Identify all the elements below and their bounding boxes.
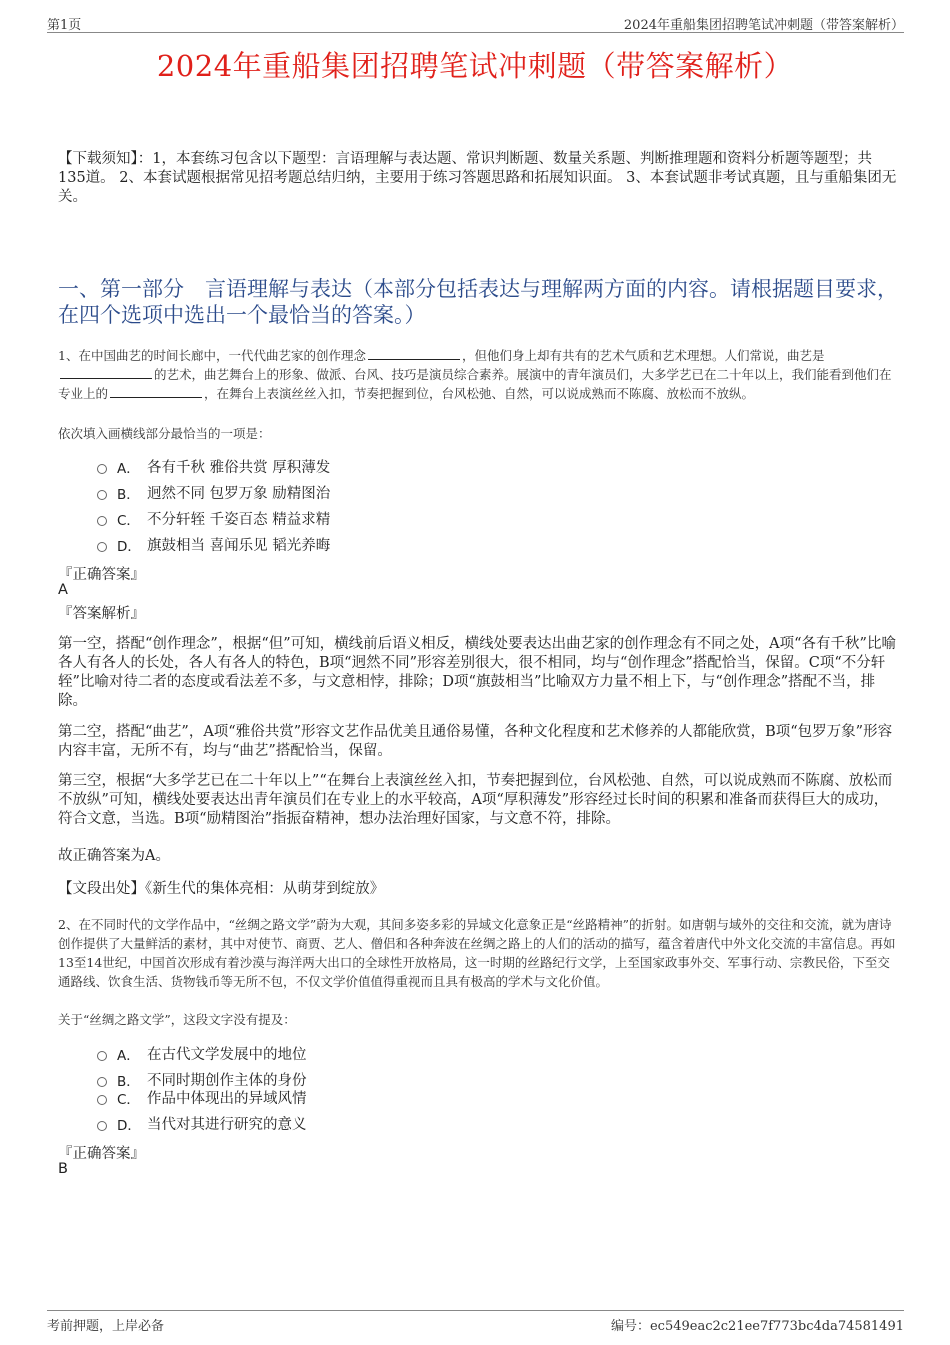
analysis-paragraph-1: 第一空，搭配“创作理念”，根据“但”可知，横线前后语义相反，横线处要表达出曲艺家的创作理念有不同之处，A项“各有千秋”比喻各人有各人的长处，各人有各人的特色，B项“迥然不同”形容差别很大，很不相同，均与“创作理念”搭配恰当，保留。C项“不分轩轾”比喻对待二者的态度或看法差不多，与文意相悖，排除；D项“旗鼓相当”比喻双方力量不相上下，与“创作理念”搭配不当，排除。 (58, 636, 896, 709)
question-2-text: 2、在不同时代的文学作品中，“丝绸之路文学”蔚为大观，其间多姿多彩的异域文化意象正是“丝路精神”的折射。如唐朝与域外的交往和交流，就为唐诗创作提供了大量鲜活的素材，其中对使节、商贾、艺人、僧侣和各种奔波在丝绸之路上的人们的活动的描写，蕴含着唐代中外文化交流的丰富信息。再如13至14世纪，中国首次形成有着沙漠与海洋两大出口的全球性开放格局，这一时期的丝路纪行文学，上至国家政事外交、军事行动、宗教民俗，下至交通路线、饮食生活、货物钱币等无所不包，不仅文学价值值得重视而且具有极高的学术与文化价值。 (58, 917, 896, 989)
analysis-paragraph-3: 第三空，根据“大多学艺已在二十年以上”“在舞台上表演丝丝入扣，节奏把握到位，台风松弛、自然，可以说成熟而不陈腐、放松而不放纵”可知，横线处要表达出青年演员们在专业上的水平较高，A项“厚积薄发”形容经过长时间的积累和准备而获得巨大的成功，符合文意，当选。B项“励精图治”指振奋精神，想办法治理好国家，与文意不符，排除。 (58, 773, 893, 827)
download-notice: 【下载须知】：1，本套练习包含以下题型：言语理解与表达题、常识判断题、数量关系题、判断推理题和资料分析题等题型；共135道。 2、本套试题根据常见招考题总结归纳，主要用于练习答题思路和拓展知识面。 3、本套试题非考试真题，且与重船集团无关。 (58, 151, 897, 205)
radio-icon[interactable] (97, 542, 107, 552)
footer-slogan: 考前押题，上岸必备 (47, 1319, 165, 1334)
document-title: 2024年重船集团招聘笔试冲刺题（带答案解析） (156, 49, 794, 83)
option-letter: D． (117, 1117, 141, 1134)
radio-icon[interactable] (97, 1051, 107, 1061)
option-text: 不同时期创作主体的身份 (147, 1073, 307, 1089)
option-b[interactable] (97, 482, 330, 503)
option-letter: A． (117, 1047, 140, 1064)
analysis-label: 『答案解析』 (58, 606, 145, 622)
option-text: 各有千秋 雅俗共赏 厚积薄发 (147, 460, 331, 476)
question-1-text (58, 346, 900, 403)
question-1-part-a: 1、在中国曲艺的时间长廊中，一代代曲艺家的创作理念 (58, 348, 366, 363)
option-letter: B． (117, 1073, 140, 1090)
blank-2 (60, 366, 152, 379)
option-text: 当代对其进行研究的意义 (147, 1117, 307, 1133)
question-1-part-d: ，在舞台上表演丝丝入扣，节奏把握到位，台风松弛、自然，可以说成熟而不陈腐、放松而不放纵。 (204, 386, 755, 401)
question-1-prompt: 依次填入画横线部分最恰当的一项是： (58, 426, 271, 441)
page-number: 第1页 (47, 18, 82, 33)
page-header (47, 14, 904, 33)
option-letter: B． (117, 486, 140, 503)
option-letter: C． (117, 512, 140, 529)
footer-doc-id: 编号：ec549eac2c21ee7f773bc4da74581491 (610, 1319, 904, 1334)
analysis-conclusion: 故正确答案为A。 (58, 848, 170, 864)
source-note: 【文段出处】《新生代的集体亮相：从萌芽到绽放》 (58, 881, 385, 897)
option-d[interactable] (97, 534, 330, 555)
radio-icon[interactable] (97, 1095, 107, 1105)
blank-3 (110, 385, 202, 398)
option-c[interactable] (97, 508, 330, 529)
option-text: 在古代文学发展中的地位 (147, 1047, 307, 1063)
option-text: 不分轩轾 千姿百态 精益求精 (147, 512, 331, 528)
analysis-paragraph-2: 第二空，搭配“曲艺”，A项“雅俗共赏”形容文艺作品优美且通俗易懂，各种文化程度和艺术修养的人都能欣赏，B项“包罗万象”形容内容丰富，无所不有，均与“曲艺”搭配恰当，保留。 (58, 724, 893, 759)
option-letter: C． (117, 1091, 140, 1108)
option-text: 迥然不同 包罗万象 励精图治 (147, 486, 331, 502)
option-d[interactable] (97, 1113, 307, 1134)
option-c[interactable] (97, 1087, 307, 1108)
page-footer (47, 1310, 904, 1333)
answer-value: B (58, 1161, 68, 1177)
answer-label: 『正确答案』 (58, 1146, 145, 1162)
header-doc-title: 2024年重船集团招聘笔试冲刺题（带答案解析） (623, 18, 904, 33)
question-2-prompt: 关于“丝绸之路文学”，这段文字没有提及： (58, 1012, 296, 1027)
radio-icon[interactable] (97, 1121, 107, 1131)
radio-icon[interactable] (97, 464, 107, 474)
section-title: 一、第一部分 言语理解与表达（本部分包括表达与理解两方面的内容。请根据题目要求，在四个选项中选出一个最恰当的答案。） (58, 277, 898, 327)
option-letter: D． (117, 538, 141, 555)
blank-1 (368, 347, 460, 360)
question-1-part-c: 的艺术，曲艺舞台上的形象、做派、台风、技巧是演员综合素养。展演中的青年演员们，大多学艺已在二十年以上，我们能看到他们在专业上的 (58, 367, 892, 401)
option-a[interactable] (97, 456, 330, 477)
radio-icon[interactable] (97, 1077, 107, 1087)
option-a[interactable] (97, 1043, 307, 1064)
radio-icon[interactable] (97, 516, 107, 526)
answer-value: A (58, 582, 68, 598)
option-text: 作品中体现出的异域风情 (147, 1091, 307, 1107)
question-1-part-b: ，但他们身上却有共有的艺术气质和艺术理想。人们常说，曲艺是 (461, 348, 825, 363)
option-letter: A． (117, 460, 140, 477)
answer-label: 『正确答案』 (58, 567, 145, 583)
radio-icon[interactable] (97, 490, 107, 500)
option-text: 旗鼓相当 喜闻乐见 韬光养晦 (147, 538, 331, 554)
